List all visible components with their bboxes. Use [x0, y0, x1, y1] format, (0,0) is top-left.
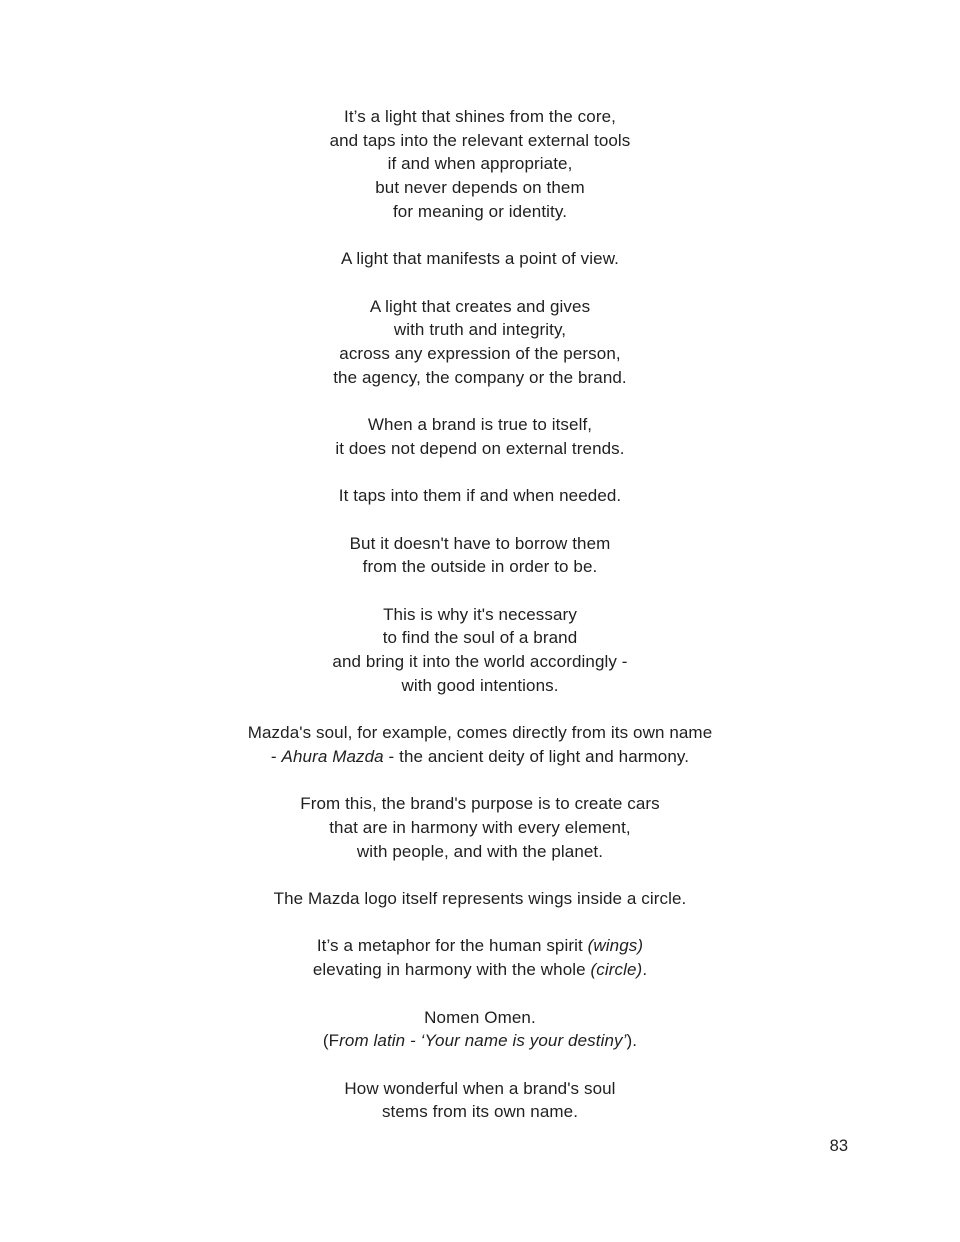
poem-paragraph [0, 532, 960, 579]
poem-line [0, 934, 960, 958]
poem-segment: From this, the brand's purpose is to create cars [300, 794, 660, 814]
poem-line [0, 603, 960, 627]
poem-line [0, 247, 960, 271]
poem-segment: (F [322, 1031, 340, 1051]
poem-paragraph [0, 105, 960, 224]
poem-line [0, 152, 960, 176]
poem-line [0, 816, 960, 840]
poem-paragraph [0, 484, 960, 508]
poem-paragraph [0, 792, 960, 863]
poem-segment: - [270, 746, 282, 766]
poem-line [0, 366, 960, 390]
poem-segment: for meaning or identity. [392, 201, 568, 221]
poem-segment: stems from its own name. [381, 1102, 579, 1122]
poem-paragraph [0, 721, 960, 768]
poem-paragraph [0, 413, 960, 460]
poem-segment: if and when appropriate, [387, 154, 573, 174]
poem-line [0, 745, 960, 769]
poem-segment-italic: (circle) [590, 960, 643, 980]
poem-paragraph [0, 1006, 960, 1053]
poem-segment-italic: (wings) [587, 936, 644, 956]
poem-line [0, 674, 960, 698]
poem-segment: It’s a light that shines from the core, [344, 107, 616, 126]
poem-line [0, 1100, 960, 1124]
poem-segment: A light that manifests a point of view. [341, 249, 619, 269]
poem-paragraph [0, 603, 960, 698]
poem-segment: that are in harmony with every element, [329, 817, 631, 837]
poem-segment: ). [626, 1031, 638, 1051]
poem-paragraph [0, 887, 960, 911]
poem-segment-italic: Ahura Mazda [281, 746, 384, 766]
poem-segment: it does not depend on external trends. [335, 438, 625, 458]
poem-segment: A light that creates and gives [369, 296, 591, 316]
poem-segment-italic: rom latin - ‘Your name is your destiny’ [339, 1031, 627, 1051]
poem-line [0, 555, 960, 579]
poem-line [0, 437, 960, 461]
poem-line [0, 792, 960, 816]
poem-line [0, 1006, 960, 1030]
poem-segment: It taps into them if and when needed. [338, 486, 622, 506]
poem-segment: with truth and integrity, [393, 320, 567, 340]
poem-segment: and bring it into the world accordingly - [332, 652, 628, 672]
poem-line [0, 176, 960, 200]
poem-line [0, 318, 960, 342]
poem-segment: This is why it's necessary [383, 604, 577, 624]
poem-line [0, 721, 960, 745]
poem-segment: with people, and with the planet. [356, 841, 604, 861]
poem-line [0, 342, 960, 366]
poem-segment: Mazda's soul, for example, comes directly from its own name [247, 723, 713, 743]
poem-segment: but never depends on them [375, 178, 585, 198]
poem-line [0, 532, 960, 556]
poem-segment: elevating in harmony with the whole [312, 960, 591, 980]
poem-line [0, 958, 960, 982]
poem-segment: from the outside in order to be. [362, 557, 598, 577]
poem-line [0, 626, 960, 650]
poem-paragraph [0, 295, 960, 390]
poem-line [0, 105, 960, 129]
poem-line [0, 129, 960, 153]
poem-line [0, 1077, 960, 1101]
poem-segment: the agency, the company or the brand. [333, 367, 627, 387]
poem-segment: . [642, 960, 648, 980]
poem-segment: with good intentions. [401, 675, 559, 695]
poem-segment: It’s a metaphor for the human spirit [316, 936, 588, 956]
poem-line [0, 413, 960, 437]
poem-segment: When a brand is true to itself, [367, 415, 593, 435]
poem-line [0, 200, 960, 224]
poem-line [0, 1029, 960, 1053]
poem-paragraph [0, 1077, 960, 1124]
poem-line [0, 484, 960, 508]
poem-paragraph [0, 247, 960, 271]
poem-segment: - the ancient deity of light and harmony. [383, 746, 690, 766]
poem-segment: The Mazda logo itself represents wings inside a circle. [273, 889, 687, 909]
poem-segment: Nomen Omen. [424, 1007, 536, 1027]
poem-line [0, 840, 960, 864]
poem-paragraph [0, 934, 960, 981]
poem-segment: How wonderful when a brand's soul [344, 1078, 616, 1098]
page-number: 83 [829, 1137, 848, 1155]
poem-line [0, 295, 960, 319]
poem-line [0, 650, 960, 674]
poem-segment: across any expression of the person, [339, 344, 621, 363]
poem-segment: But it doesn't have to borrow them [349, 533, 611, 553]
poem-line [0, 887, 960, 911]
poem-segment: to find the soul of a brand [382, 628, 578, 648]
poem-segment: and taps into the relevant external tools [329, 130, 631, 150]
